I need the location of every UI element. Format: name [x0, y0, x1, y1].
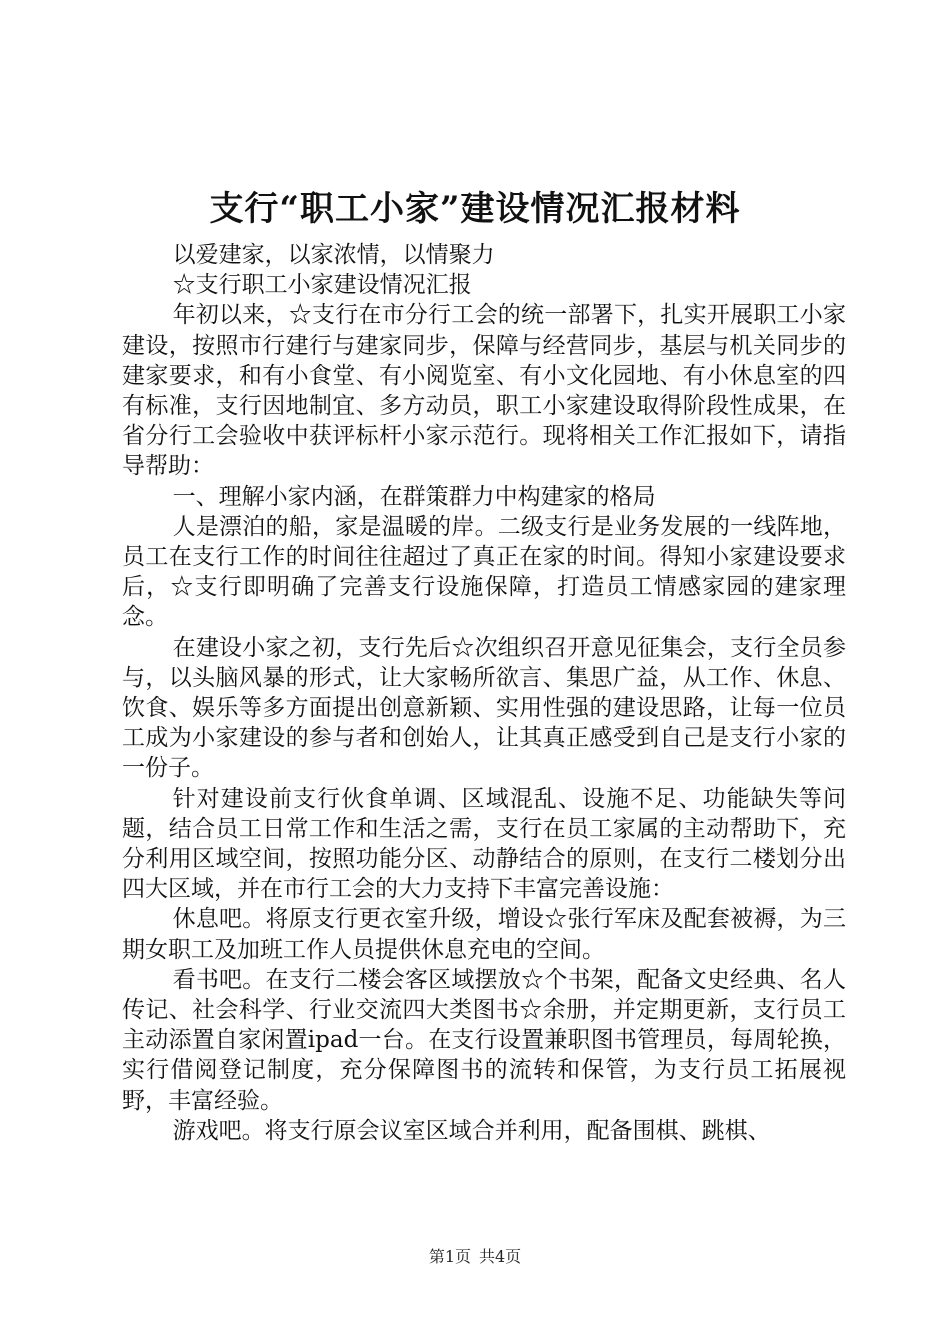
report-subtitle: ☆支行职工小家建设情况汇报 [172, 272, 472, 299]
body-paragraph: 人是漂泊的船，家是温暖的岸。二级支行是业务发展的一线阵地，员工在支行工作的时间往往超过了真正在家的时间。得知小家建设要求后，☆支行即明确了完善支行设施保障，打造员工情感家园的建家理念。 [122, 513, 846, 631]
body-paragraph: 游戏吧。将支行原会议室区域合并利用，配备围棋、跳棋、 [172, 1117, 771, 1144]
slogan-line: 以爱建家，以家浓情，以情聚力 [172, 242, 495, 268]
page-number: 第1页 [428, 1247, 471, 1266]
body-paragraph: 针对建设前支行伙食单调、区域混乱、设施不足、功能缺失等问题，结合员工日常工作和生活之需，支行在员工家属的主动帮助下，充分利用区域空间，按照功能分区、动静结合的原则，在支行二楼划分出四大区域，并在市行工会的大力支持下丰富完善设施： [122, 785, 846, 903]
body-paragraph: 年初以来，☆支行在市分行工会的统一部署下，扎实开展职工小家建设，按照市行建行与建家同步，保障与经营同步，基层与机关同步的建家要求，和有小食堂、有小阅览室、有小文化园地、有小休息室的四有标准，支行因地制宜、多方动员，职工小家建设取得阶段性成果，在省分行工会验收中获评标杆小家示范行。现将相关工作汇报如下，请指导帮助： [122, 302, 846, 480]
document-body [122, 240, 846, 1146]
body-paragraph: 看书吧。在支行二楼会客区域摆放☆个书架，配备文史经典、名人传记、社会科学、行业交流四大类图书☆余册，并定期更新，支行员工主动添置自家闲置ipad一台。在支行设置兼职图书管理员，每周轮换，实行借阅登记制度，充分保障图书的流转和保管，为支行员工拓展视野，丰富经验。 [122, 966, 846, 1114]
document-title: 支行“职工小家”建设情况汇报材料 [209, 189, 741, 229]
page-footer [0, 1244, 950, 1267]
body-paragraph: 休息吧。将原支行更衣室升级，增设☆张行军床及配套被褥，为三期女职工及加班工作人员提供休息充电的空间。 [122, 906, 846, 963]
body-paragraph: 在建设小家之初，支行先后☆次组织召开意见征集会，支行全员参与，以头脑风暴的形式，让大家畅所欲言、集思广益，从工作、休息、饮食、娱乐等多方面提出创意新颖、实用性强的建设思路，让每一位员工成为小家建设的参与者和创始人，让其真正感受到自己是支行小家的一份子。 [122, 634, 846, 782]
section-heading: 一、理解小家内涵，在群策群力中构建家的格局 [172, 483, 656, 510]
page-total: 共4页 [479, 1247, 522, 1266]
